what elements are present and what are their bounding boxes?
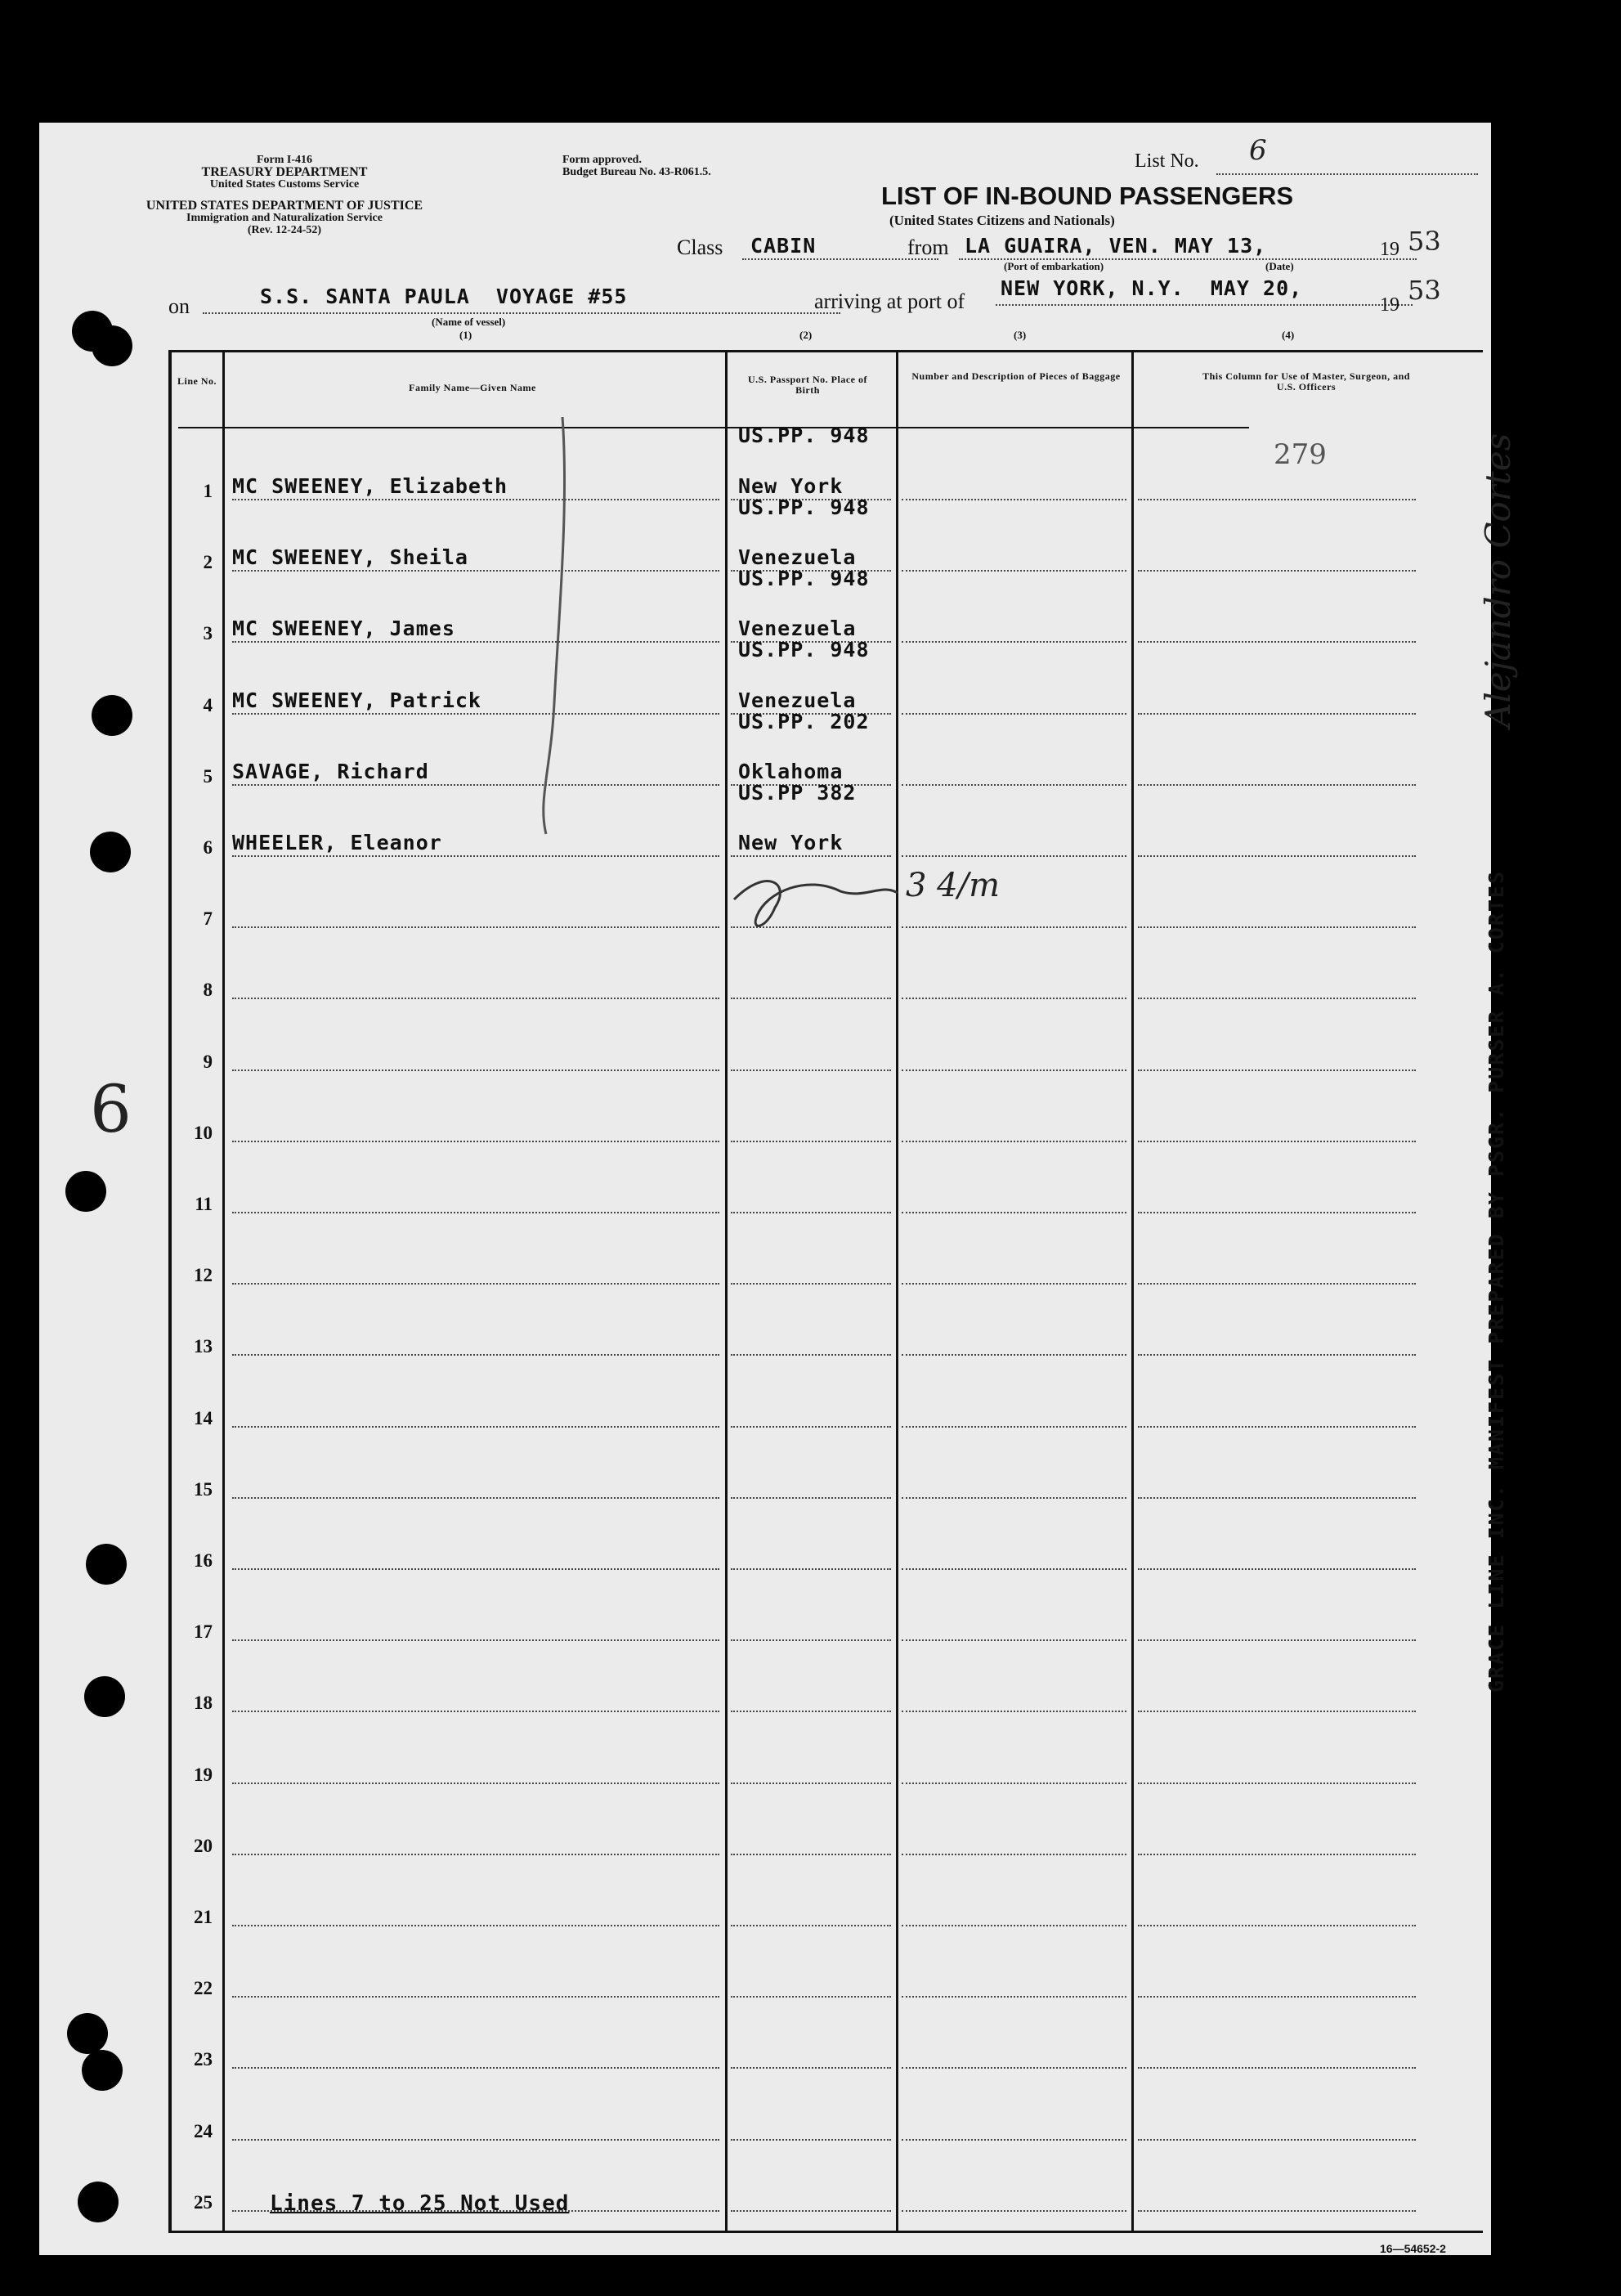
line-number: 1 xyxy=(203,481,213,501)
vessel-line xyxy=(203,312,840,314)
row-dotline-name xyxy=(232,1639,719,1641)
col-divider-1 xyxy=(222,350,225,2231)
signature: Alejandro Cortes xyxy=(1478,433,1518,728)
row-dotline-name xyxy=(232,998,719,999)
row-dotline-officers xyxy=(1138,2139,1416,2141)
line-number: 4 xyxy=(203,694,213,715)
row-dotline-passport xyxy=(731,1783,891,1784)
row-dotline-officers xyxy=(1138,998,1416,999)
line-number: 17 xyxy=(194,1621,213,1643)
row-dotline-baggage xyxy=(902,1212,1126,1213)
line-number: 21 xyxy=(194,1907,213,1927)
row-dotline-name xyxy=(232,1497,719,1499)
row-dotline-officers xyxy=(1138,1711,1416,1712)
manifest-page xyxy=(39,123,1518,2255)
col-divider-3 xyxy=(896,350,898,2231)
row-dotline-baggage xyxy=(902,499,1126,500)
first-passport: US.PP. 948 xyxy=(738,424,870,447)
row-dotline-name xyxy=(232,713,719,715)
passenger-name: MC SWEENEY, Sheila xyxy=(232,545,468,570)
passport-number: US.PP. 948 xyxy=(738,496,870,519)
row-dotline-name xyxy=(232,2139,719,2141)
row-dotline-passport xyxy=(731,1639,891,1641)
row-dotline-passport xyxy=(731,1996,891,1998)
line-number: 15 xyxy=(194,1478,213,1500)
row-dotline-officers xyxy=(1138,570,1416,572)
row-dotline-officers xyxy=(1138,1070,1416,1071)
class-label: Class xyxy=(677,235,723,259)
line-number: 22 xyxy=(194,1978,213,1999)
row-dotline-baggage xyxy=(902,1141,1126,1142)
row-dotline-name xyxy=(232,855,719,857)
arrival-line xyxy=(996,304,1413,306)
row-dotline-officers xyxy=(1138,1283,1416,1285)
row-dotline-officers xyxy=(1138,1996,1416,1998)
birthplace: New York xyxy=(738,831,844,854)
passenger-name: MC SWEENEY, Patrick xyxy=(232,688,481,712)
year-1: 53 xyxy=(1408,226,1441,257)
table-bottom-border xyxy=(168,2231,1483,2233)
line-number: 25 xyxy=(194,2191,213,2213)
birthplace: Venezuela xyxy=(738,688,857,712)
row-dotline-officers xyxy=(1138,2067,1416,2069)
row-dotline-baggage xyxy=(902,1426,1126,1428)
row-dotline-officers xyxy=(1138,713,1416,715)
passport-number: US.PP. 948 xyxy=(738,567,870,591)
row-dotline-baggage xyxy=(902,570,1126,572)
on-label: on xyxy=(168,294,190,318)
row-dotline-passport xyxy=(731,998,891,999)
passenger-name: WHEELER, Eleanor xyxy=(232,831,442,854)
form-number: Form I-416 xyxy=(256,154,313,166)
handwritten-note: 3 4/m xyxy=(906,867,1001,904)
inspector-scribble xyxy=(718,850,914,940)
col-header-line-no: Line No. xyxy=(177,375,217,387)
form-info-block xyxy=(162,154,407,191)
row-dotline-passport xyxy=(731,1426,891,1428)
justice-block xyxy=(121,200,448,236)
row-dotline-passport xyxy=(731,1283,891,1285)
col-header-name: Family Name—Given Name xyxy=(409,382,536,393)
approval-block xyxy=(562,154,711,178)
row-dotline-baggage xyxy=(902,1283,1126,1285)
caption-4: (4) xyxy=(1282,329,1295,341)
line-number: 20 xyxy=(194,1835,213,1856)
row-dotline-officers xyxy=(1138,1854,1416,1855)
row-dotline-name xyxy=(232,499,719,500)
table-top-border xyxy=(168,350,1483,352)
row-dotline-name xyxy=(232,1141,719,1142)
table-left-border xyxy=(168,350,172,2231)
date-caption: (Date) xyxy=(1265,260,1294,272)
officer-note: 279 xyxy=(1274,438,1327,471)
col-header-passport: U.S. Passport No. Place of Birth xyxy=(748,374,867,396)
row-dotline-baggage xyxy=(902,713,1126,715)
row-dotline-officers xyxy=(1138,1497,1416,1499)
punch-hole xyxy=(82,2050,123,2091)
port-embark-caption: (Port of embarkation) xyxy=(1004,260,1104,272)
line-number: 24 xyxy=(194,2120,213,2141)
row-dotline-officers xyxy=(1138,1925,1416,1926)
row-dotline-name xyxy=(232,641,719,643)
row-dotline-name xyxy=(232,1283,719,1285)
row-dotline-name xyxy=(232,1568,719,1570)
from-value: LA GUAIRA, VEN. MAY 13, xyxy=(965,234,1267,258)
print-code: 16—54652-2 xyxy=(1380,2242,1446,2255)
line-number: 19 xyxy=(194,1764,213,1785)
row-dotline-baggage xyxy=(902,1497,1126,1499)
line-number: 5 xyxy=(203,765,213,787)
from-label: from xyxy=(907,235,949,259)
row-dotline-baggage xyxy=(902,784,1126,786)
line-number: 3 xyxy=(203,623,213,644)
punch-hole xyxy=(78,2182,119,2222)
col-header-officers: This Column for Use of Master, Surgeon, and U.S. Officers xyxy=(1202,370,1410,392)
caption-2: (2) xyxy=(799,329,813,341)
row-dotline-baggage xyxy=(902,998,1126,999)
passport-number: US.PP 382 xyxy=(738,780,857,805)
row-dotline-officers xyxy=(1138,784,1416,786)
budget-bureau: Budget Bureau No. 43-R061.5. xyxy=(562,166,711,178)
vessel-name: S.S. SANTA PAULA VOYAGE #55 xyxy=(260,285,628,308)
row-dotline-officers xyxy=(1138,1426,1416,1428)
row-dotline-name xyxy=(232,926,719,928)
row-dotline-passport xyxy=(731,1711,891,1712)
row-dotline-name xyxy=(232,570,719,572)
row-dotline-name xyxy=(232,1925,719,1926)
justice-dept: UNITED STATES DEPARTMENT OF JUSTICE xyxy=(146,199,423,213)
row-dotline-passport xyxy=(731,2139,891,2141)
arrival-port: NEW YORK, N.Y. MAY 20, xyxy=(1001,276,1303,300)
line-number: 13 xyxy=(194,1336,213,1357)
row-dotline-baggage xyxy=(902,2210,1126,2212)
row-dotline-baggage xyxy=(902,1925,1126,1926)
margin-mark: 6 xyxy=(90,1071,132,1147)
row-dotline-officers xyxy=(1138,499,1416,500)
row-dotline-officers xyxy=(1138,855,1416,857)
line-number: 14 xyxy=(194,1407,213,1428)
header-bottom-line xyxy=(178,427,1249,428)
passenger-name: MC SWEENEY, Elizabeth xyxy=(232,474,508,498)
row-dotline-officers xyxy=(1138,1141,1416,1142)
row-dotline-officers xyxy=(1138,1354,1416,1356)
punch-hole xyxy=(84,1676,125,1717)
row-dotline-name xyxy=(232,1426,719,1428)
row-dotline-name xyxy=(232,1711,719,1712)
list-no-label: List No. xyxy=(1135,150,1199,172)
line-number: 8 xyxy=(203,980,213,1001)
birthplace: Venezuela xyxy=(738,617,857,641)
revision: (Rev. 12-24-52) xyxy=(247,224,322,236)
row-dotline-passport xyxy=(731,2210,891,2212)
passenger-name: MC SWEENEY, James xyxy=(232,617,455,641)
ins-service: Immigration and Naturalization Service xyxy=(186,212,383,224)
line-number: 2 xyxy=(203,552,213,573)
row-dotline-baggage xyxy=(902,1639,1126,1641)
row-dotline-officers xyxy=(1138,1212,1416,1213)
row-dotline-baggage xyxy=(902,855,1126,857)
row-dotline-name xyxy=(232,1212,719,1213)
line-number: 11 xyxy=(195,1194,213,1214)
col-divider-2 xyxy=(725,350,728,2231)
punch-hole xyxy=(86,1544,127,1585)
row-dotline-baggage xyxy=(902,926,1126,928)
line-number: 16 xyxy=(194,1550,213,1571)
treasury-dept: TREASURY DEPARTMENT xyxy=(201,165,368,179)
row-dotline-passport xyxy=(731,1070,891,1071)
row-dotline-passport xyxy=(731,1141,891,1142)
year-2: 53 xyxy=(1408,275,1441,306)
row-dotline-name xyxy=(232,1854,719,1855)
row-dotline-baggage xyxy=(902,1568,1126,1570)
customs-service: United States Customs Service xyxy=(209,178,360,191)
passenger-name: SAVAGE, Richard xyxy=(232,759,429,783)
row-dotline-name xyxy=(232,784,719,786)
row-dotline-officers xyxy=(1138,2210,1416,2212)
punch-hole xyxy=(67,2013,108,2054)
birthplace: New York xyxy=(738,474,844,498)
line-number: 23 xyxy=(194,2049,213,2070)
list-no-value: 6 xyxy=(1249,134,1267,167)
row-dotline-baggage xyxy=(902,2067,1126,2069)
row-dotline-passport xyxy=(731,2067,891,2069)
punch-hole xyxy=(90,832,131,872)
row-dotline-name xyxy=(232,2067,719,2069)
row-dotline-name xyxy=(232,1354,719,1356)
row-dotline-passport xyxy=(731,1925,891,1926)
punch-hole xyxy=(92,325,132,366)
punch-hole xyxy=(92,695,132,736)
row-dotline-officers xyxy=(1138,926,1416,928)
punch-hole xyxy=(65,1171,106,1212)
col-header-baggage: Number and Description of Pieces of Baggage xyxy=(911,370,1121,382)
not-used-note: Lines 7 to 25 Not Used xyxy=(270,2191,570,2216)
year-prefix-2: 19 xyxy=(1380,294,1399,316)
vessel-caption: (Name of vessel) xyxy=(432,316,506,328)
row-dotline-baggage xyxy=(902,2139,1126,2141)
form-approved: Form approved. xyxy=(562,154,642,166)
row-dotline-passport xyxy=(731,1212,891,1213)
birthplace: Venezuela xyxy=(738,545,857,570)
check-mark-curve xyxy=(522,409,587,842)
row-dotline-name xyxy=(232,1996,719,1998)
row-dotline-officers xyxy=(1138,1568,1416,1570)
row-dotline-officers xyxy=(1138,1783,1416,1784)
row-dotline-passport xyxy=(731,1354,891,1356)
arriving-label: arriving at port of xyxy=(814,289,965,313)
col-divider-4 xyxy=(1131,350,1134,2231)
passport-number: US.PP. 202 xyxy=(738,709,870,733)
row-dotline-baggage xyxy=(902,641,1126,643)
line-number: 18 xyxy=(194,1693,213,1714)
class-value: CABIN xyxy=(750,234,817,258)
row-dotline-baggage xyxy=(902,1070,1126,1071)
line-number: 9 xyxy=(203,1051,213,1072)
line-number: 12 xyxy=(194,1265,213,1286)
page-title: LIST OF IN-BOUND PASSENGERS xyxy=(881,182,1294,210)
birthplace: Oklahoma xyxy=(738,759,844,783)
row-dotline-baggage xyxy=(902,1783,1126,1784)
row-dotline-passport xyxy=(731,1568,891,1570)
row-dotline-name xyxy=(232,1070,719,1071)
page-subtitle: (United States Citizens and Nationals) xyxy=(889,213,1115,228)
year-prefix-1: 19 xyxy=(1380,239,1399,260)
row-dotline-officers xyxy=(1138,1639,1416,1641)
line-number: 7 xyxy=(203,908,213,930)
row-dotline-passport xyxy=(731,1497,891,1499)
line-number: 10 xyxy=(194,1122,213,1143)
row-dotline-baggage xyxy=(902,1996,1126,1998)
row-dotline-baggage xyxy=(902,1854,1126,1855)
line-number: 6 xyxy=(203,837,213,858)
row-dotline-baggage xyxy=(902,1354,1126,1356)
row-dotline-baggage xyxy=(902,1711,1126,1712)
side-manifest-note: GRACE LINE INC. MANIFEST PREPARED BY PSGR. PURSER A. CORTES xyxy=(1484,869,1508,1693)
caption-1: (1) xyxy=(459,329,472,341)
passport-number: US.PP. 948 xyxy=(738,638,870,662)
list-no-line xyxy=(1216,173,1478,175)
caption-3: (3) xyxy=(1014,329,1027,341)
row-dotline-name xyxy=(232,1783,719,1784)
row-dotline-passport xyxy=(731,1854,891,1855)
row-dotline-officers xyxy=(1138,641,1416,643)
